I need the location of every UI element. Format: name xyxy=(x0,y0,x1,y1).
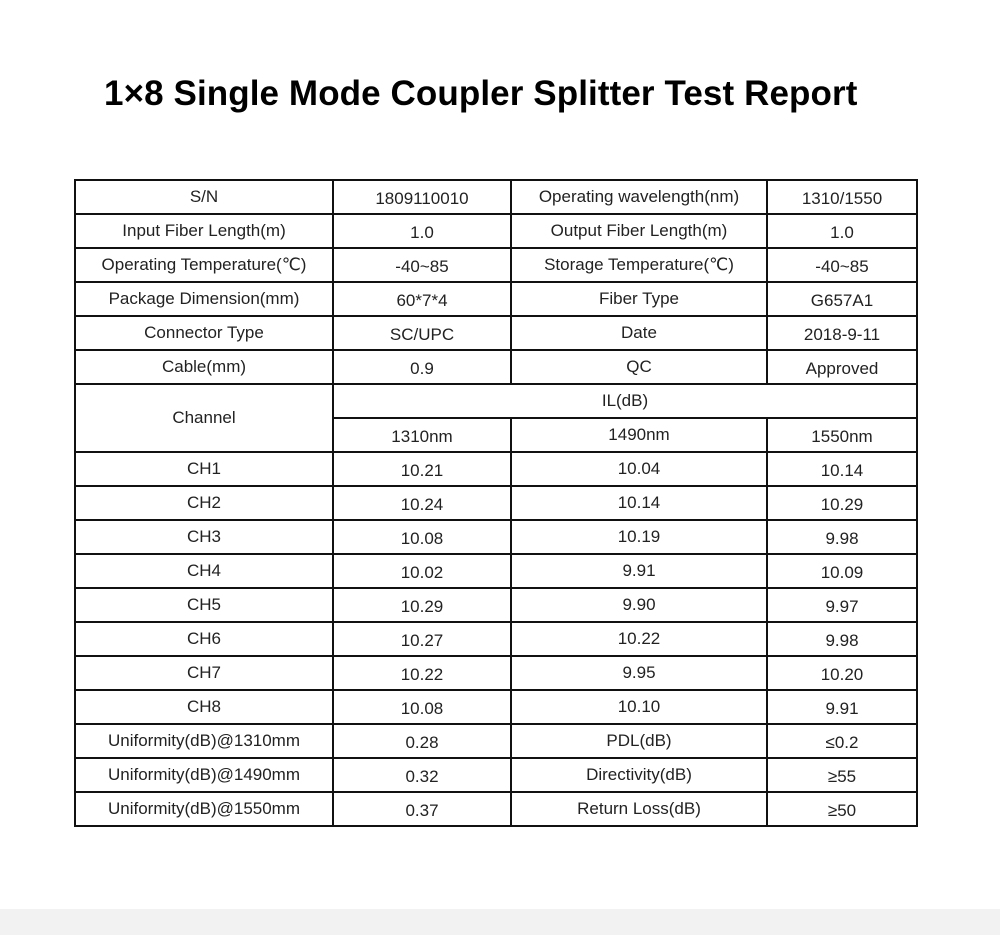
il-1490: 10.19 xyxy=(511,520,767,554)
label-cable: Cable(mm) xyxy=(75,350,333,384)
il-1490: 10.10 xyxy=(511,690,767,724)
info-row-temperature xyxy=(75,248,917,282)
value-operating-wavelength: 1310/1550 xyxy=(767,180,917,214)
label-return-loss: Return Loss(dB) xyxy=(511,792,767,826)
info-row-package xyxy=(75,282,917,316)
label-sn: S/N xyxy=(75,180,333,214)
il-header-row xyxy=(75,384,917,418)
value-input-fiber-length: 1.0 xyxy=(333,214,511,248)
channel-name: CH2 xyxy=(75,486,333,520)
channel-row xyxy=(75,622,917,656)
channel-header: Channel xyxy=(75,384,333,452)
value-package-dimension: 60*7*4 xyxy=(333,282,511,316)
channel-row xyxy=(75,690,917,724)
il-1490: 10.04 xyxy=(511,452,767,486)
il-1490: 10.22 xyxy=(511,622,767,656)
header-1310nm: 1310nm xyxy=(333,418,511,452)
channel-row xyxy=(75,588,917,622)
summary-row-1490 xyxy=(75,758,917,792)
label-directivity: Directivity(dB) xyxy=(511,758,767,792)
label-output-fiber-length: Output Fiber Length(m) xyxy=(511,214,767,248)
summary-row-1310 xyxy=(75,724,917,758)
value-sn: 1809110010 xyxy=(333,180,511,214)
channel-name: CH3 xyxy=(75,520,333,554)
value-return-loss: ≥50 xyxy=(767,792,917,826)
channel-name: CH7 xyxy=(75,656,333,690)
channel-row xyxy=(75,656,917,690)
il-1490: 9.91 xyxy=(511,554,767,588)
il-1550: 9.98 xyxy=(767,622,917,656)
label-fiber-type: Fiber Type xyxy=(511,282,767,316)
test-report-table xyxy=(74,179,918,827)
il-1310: 10.24 xyxy=(333,486,511,520)
il-1550: 10.29 xyxy=(767,486,917,520)
label-operating-wavelength: Operating wavelength(nm) xyxy=(511,180,767,214)
value-qc: Approved xyxy=(767,350,917,384)
il-1490: 9.95 xyxy=(511,656,767,690)
il-1490: 9.90 xyxy=(511,588,767,622)
il-1550: 10.20 xyxy=(767,656,917,690)
value-uniformity-1550: 0.37 xyxy=(333,792,511,826)
il-1550: 9.91 xyxy=(767,690,917,724)
il-1310: 10.08 xyxy=(333,690,511,724)
value-fiber-type: G657A1 xyxy=(767,282,917,316)
bottom-bar xyxy=(0,909,1000,935)
channel-row xyxy=(75,486,917,520)
label-storage-temperature: Storage Temperature(℃) xyxy=(511,248,767,282)
il-1550: 9.98 xyxy=(767,520,917,554)
channel-name: CH8 xyxy=(75,690,333,724)
summary-row-1550 xyxy=(75,792,917,826)
info-row-connector xyxy=(75,316,917,350)
il-1310: 10.29 xyxy=(333,588,511,622)
channel-row xyxy=(75,554,917,588)
il-1310: 10.21 xyxy=(333,452,511,486)
il-1550: 9.97 xyxy=(767,588,917,622)
value-date: 2018-9-11 xyxy=(767,316,917,350)
value-pdl: ≤0.2 xyxy=(767,724,917,758)
il-1310: 10.08 xyxy=(333,520,511,554)
value-output-fiber-length: 1.0 xyxy=(767,214,917,248)
il-1550: 10.14 xyxy=(767,452,917,486)
channel-name: CH1 xyxy=(75,452,333,486)
il-1310: 10.02 xyxy=(333,554,511,588)
page-title: 1×8 Single Mode Coupler Splitter Test Report xyxy=(104,74,858,113)
info-row-cable xyxy=(75,350,917,384)
value-operating-temperature: -40~85 xyxy=(333,248,511,282)
il-group-header: IL(dB) xyxy=(333,384,917,418)
il-1490: 10.14 xyxy=(511,486,767,520)
label-uniformity-1550: Uniformity(dB)@1550mm xyxy=(75,792,333,826)
channel-name: CH5 xyxy=(75,588,333,622)
label-package-dimension: Package Dimension(mm) xyxy=(75,282,333,316)
label-pdl: PDL(dB) xyxy=(511,724,767,758)
label-qc: QC xyxy=(511,350,767,384)
label-operating-temperature: Operating Temperature(℃) xyxy=(75,248,333,282)
label-uniformity-1490: Uniformity(dB)@1490mm xyxy=(75,758,333,792)
label-input-fiber-length: Input Fiber Length(m) xyxy=(75,214,333,248)
header-1490nm: 1490nm xyxy=(511,418,767,452)
value-storage-temperature: -40~85 xyxy=(767,248,917,282)
value-directivity: ≥55 xyxy=(767,758,917,792)
label-date: Date xyxy=(511,316,767,350)
label-uniformity-1310: Uniformity(dB)@1310mm xyxy=(75,724,333,758)
label-connector-type: Connector Type xyxy=(75,316,333,350)
info-row-serial xyxy=(75,180,917,214)
channel-name: CH4 xyxy=(75,554,333,588)
channel-row xyxy=(75,452,917,486)
il-1550: 10.09 xyxy=(767,554,917,588)
il-1310: 10.27 xyxy=(333,622,511,656)
value-uniformity-1490: 0.32 xyxy=(333,758,511,792)
header-1550nm: 1550nm xyxy=(767,418,917,452)
channel-name: CH6 xyxy=(75,622,333,656)
info-row-fiber-length xyxy=(75,214,917,248)
channel-row xyxy=(75,520,917,554)
value-connector-type: SC/UPC xyxy=(333,316,511,350)
value-uniformity-1310: 0.28 xyxy=(333,724,511,758)
value-cable: 0.9 xyxy=(333,350,511,384)
il-1310: 10.22 xyxy=(333,656,511,690)
